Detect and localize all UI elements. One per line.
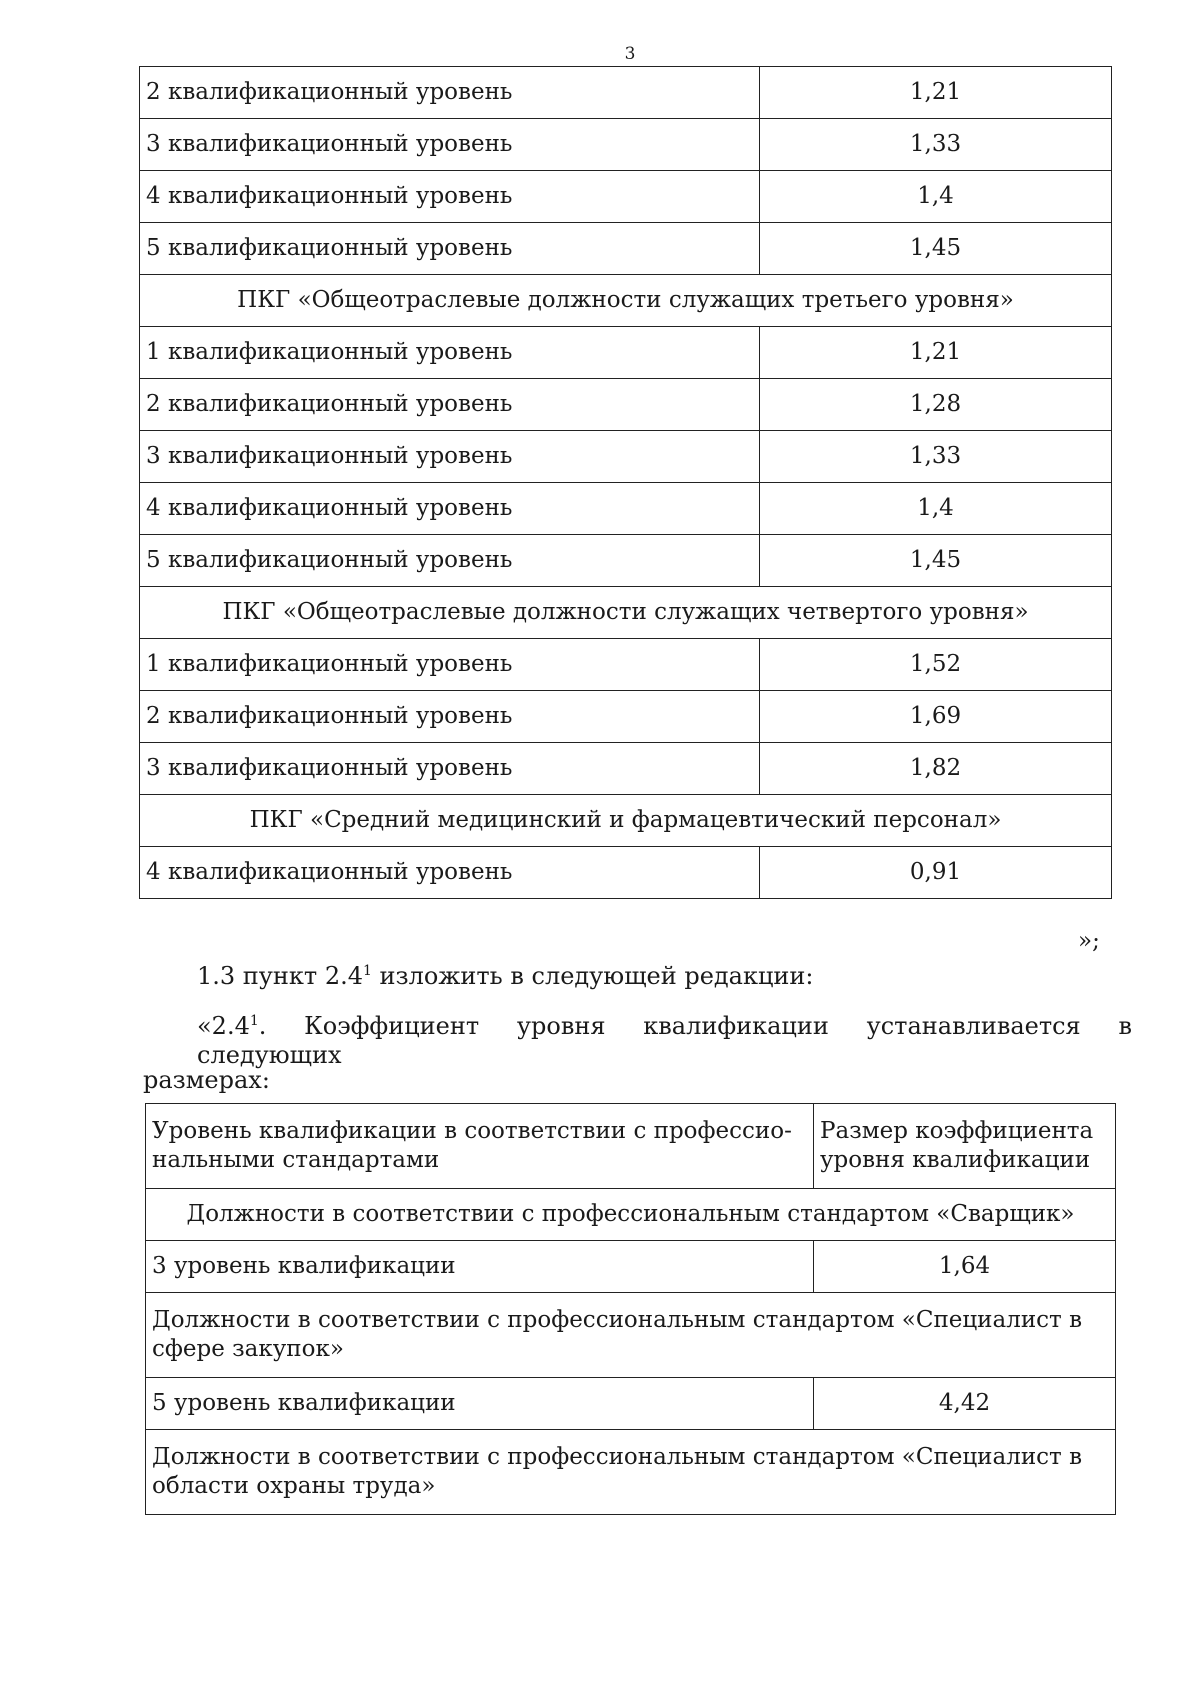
paragraph-item-1-3 [197,962,814,991]
table-row [140,223,1112,275]
group-row [146,1293,1116,1378]
table-row [140,639,1112,691]
table-row [140,847,1112,899]
group-row [146,1430,1116,1515]
closing-quote: »; [1078,928,1100,954]
qualification-level-name: 2 квалификационный уровень [140,691,760,743]
qualification-level-name: 5 квалификационный уровень [140,535,760,587]
group-row [146,1189,1116,1241]
table-row [140,535,1112,587]
coefficient-value: 1,21 [760,327,1112,379]
group-row [140,275,1112,327]
coefficient-value: 1,69 [760,691,1112,743]
table-row [140,379,1112,431]
table-row [140,743,1112,795]
header-qualification-level: Уровень квалификации в соответствии с профессио-нальными стандартами [146,1104,814,1189]
table-row [140,483,1112,535]
group-title: Должности в соответствии с профессиональным стандартом «Специалист в сфере закупок» [146,1293,1116,1378]
table-header-row [146,1104,1116,1189]
header-coefficient-size: Размер коэффициента уровня квалификации [814,1104,1116,1189]
table-row [140,327,1112,379]
coefficient-value: 4,42 [814,1378,1116,1430]
coefficient-value: 1,82 [760,743,1112,795]
qualification-level-name: 3 квалификационный уровень [140,431,760,483]
paragraph-continuation: размерах: [143,1066,270,1094]
coefficient-value: 1,33 [760,119,1112,171]
para2-before: «2.4 [197,1012,250,1040]
qualification-level-name: 2 квалификационный уровень [140,379,760,431]
qualification-level-name: 3 квалификационный уровень [140,119,760,171]
para1-sup: 1 [362,963,372,979]
table-row [140,691,1112,743]
qualification-level-name: 1 квалификационный уровень [140,327,760,379]
coefficient-value: 1,4 [760,171,1112,223]
table-row [146,1378,1116,1430]
coefficient-value: 0,91 [760,847,1112,899]
qualification-level-name: 4 квалификационный уровень [140,847,760,899]
qualification-level-name: 2 квалификационный уровень [140,67,760,119]
group-title: ПКГ «Общеотраслевые должности служащих третьего уровня» [140,275,1112,327]
coefficient-value: 1,21 [760,67,1112,119]
qualification-level-name: 4 квалификационный уровень [140,171,760,223]
coefficient-value: 1,64 [814,1241,1116,1293]
coefficient-value: 1,28 [760,379,1112,431]
para1-before: 1.3 пункт 2.4 [197,962,363,990]
coefficients-table [139,66,1112,899]
qualification-level-name: 3 квалификационный уровень [140,743,760,795]
table-row [140,67,1112,119]
table-row [146,1241,1116,1293]
qualification-level-name: 3 уровень квалификации [146,1241,814,1293]
group-title: Должности в соответствии с профессиональным стандартом «Специалист в области охраны труда» [146,1430,1116,1515]
group-title: ПКГ «Общеотраслевые должности служащих четвертого уровня» [140,587,1112,639]
qualification-level-name: 5 уровень квалификации [146,1378,814,1430]
coefficient-value: 1,45 [760,535,1112,587]
coefficient-value: 1,52 [760,639,1112,691]
group-row [140,795,1112,847]
table-row [140,171,1112,223]
table-row [140,431,1112,483]
qualification-level-name: 1 квалификационный уровень [140,639,760,691]
group-title: ПКГ «Средний медицинский и фармацевтический персонал» [140,795,1112,847]
qualification-level-name: 4 квалификационный уровень [140,483,760,535]
para2-after: . Коэффициент уровня квалификации устанавливается в следующих [197,1012,1132,1069]
qualification-level-table [145,1103,1116,1515]
qualification-level-name: 5 квалификационный уровень [140,223,760,275]
group-title: Должности в соответствии с профессиональным стандартом «Сварщик» [146,1189,1116,1241]
group-row [140,587,1112,639]
coefficient-value: 1,4 [760,483,1112,535]
table-row [140,119,1112,171]
para2-sup: 1 [249,1013,259,1029]
page-number: 3 [624,44,636,64]
coefficient-value: 1,33 [760,431,1112,483]
para1-after: изложить в следующей редакции: [371,962,814,990]
paragraph-item-2-4 [197,1012,1132,1070]
coefficient-value: 1,45 [760,223,1112,275]
